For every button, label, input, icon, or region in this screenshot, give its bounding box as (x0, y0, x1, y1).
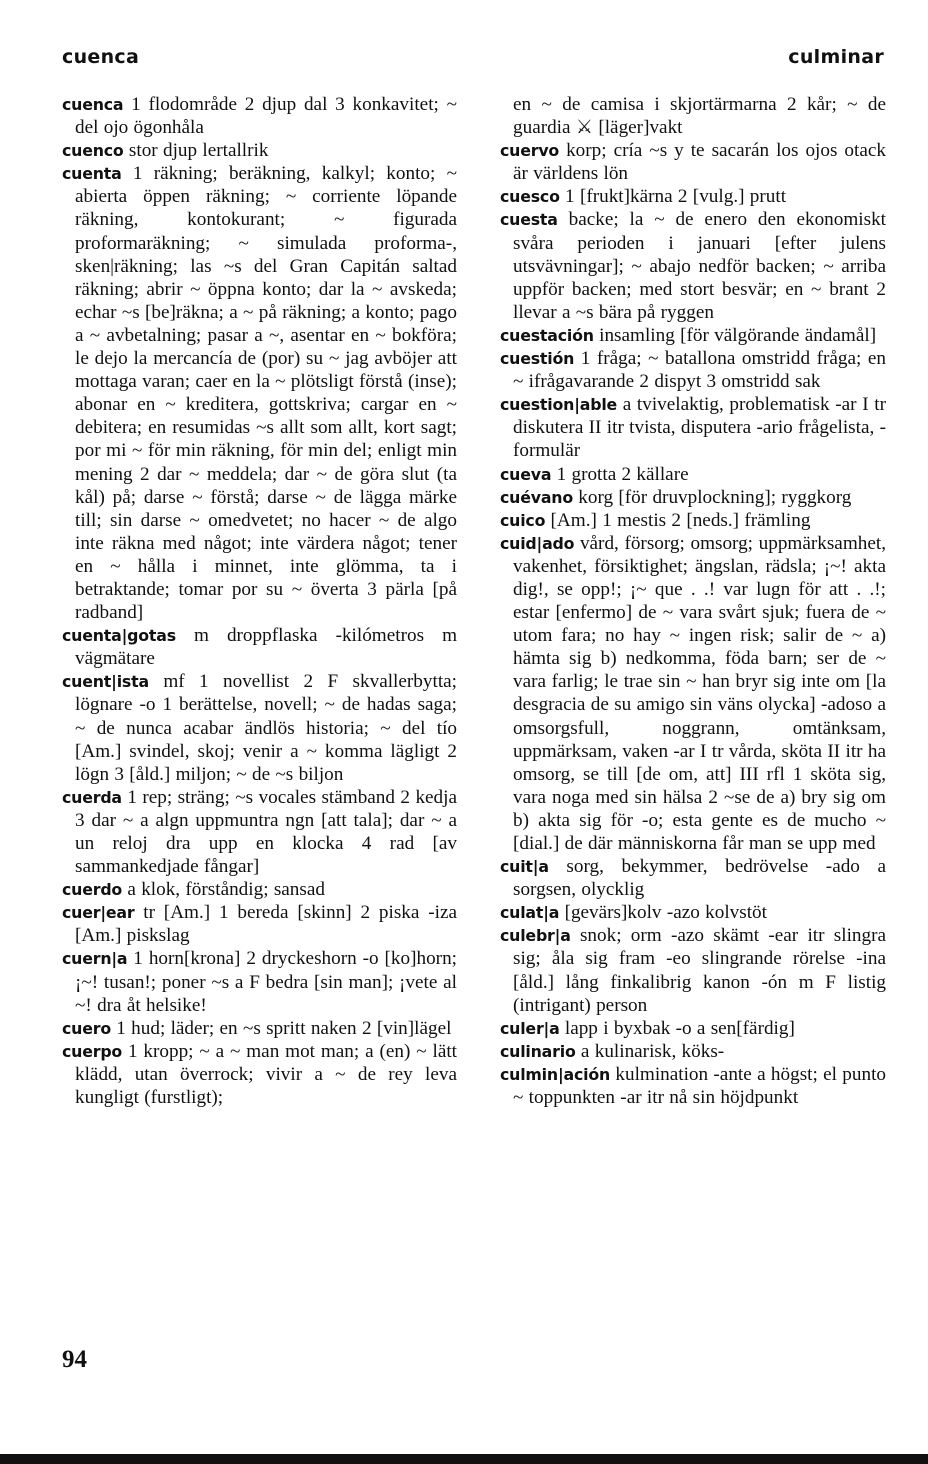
headword: cuenca (62, 95, 124, 114)
dictionary-entry (500, 532, 886, 855)
headword: culat|a (500, 903, 560, 923)
scan-edge-bar (0, 1454, 928, 1464)
dictionary-entry (500, 1040, 886, 1063)
headword: cuern|a (62, 949, 128, 969)
definition: 1 horn[krona] 2 dryckeshorn -o [ko]horn; ¡~! tusan!; poner ~s a F bedra [sin man]; ¡vete al ~! dra åt helsike! (75, 948, 457, 1016)
headword: cuévano (500, 487, 573, 507)
headword: cuer|ear (62, 903, 135, 923)
headword: cuerpo (62, 1041, 123, 1061)
page-number: 94 (62, 1346, 87, 1373)
definition: 1 flodområde 2 djup dal 3 konkavitet; ~ del ojo ögonhåla (75, 94, 457, 139)
headword: cuit|a (500, 857, 549, 877)
dictionary-entry (62, 947, 457, 1016)
headword: culer|a (500, 1018, 560, 1038)
headword: cuestión (500, 349, 575, 369)
headword: cuid|ado (500, 533, 575, 553)
definition: korp; cría ~s y te sacarán los ojos otack är världens lön (513, 140, 886, 185)
dictionary-entry (62, 670, 457, 785)
definition: 1 fråga; ~ batallona omstridd fråga; en ~ ifrågavarande 2 dispyt 3 omstridd sak (513, 348, 886, 393)
dictionary-entry (62, 1017, 457, 1040)
definition: stor djup lertallrik (123, 140, 269, 162)
dictionary-entry (500, 924, 886, 1016)
headword: cuerdo (62, 880, 123, 900)
definition: insamling [för välgörande ändamål] (593, 324, 877, 346)
dictionary-entry (500, 393, 886, 462)
dictionary-entry (500, 324, 886, 347)
definition: tr [Am.] 1 bereda [skinn] 2 piska -iza [Am.] piskslag (75, 902, 457, 947)
dictionary-entry (500, 855, 886, 901)
headword: cuico (500, 510, 546, 530)
headword: cuestación (500, 325, 594, 345)
headword: cuenta (62, 164, 122, 184)
definition: en ~ de camisa i skjortärmarna 2 kår; ~ de guardia ⚔ [läger]vakt (513, 94, 886, 139)
right-guide-word: culminar (788, 46, 884, 68)
dictionary-entry (500, 347, 886, 393)
headword: cuero (62, 1018, 111, 1038)
headword: cuerda (62, 787, 122, 807)
headword: cuent|ista (62, 672, 149, 692)
definition: kulmination -ante a högst; el punto ~ toppunkten -ar itr nå sin höjdpunkt (513, 1063, 886, 1109)
definition: backe; la ~ de enero den ekonomiskt svåra perioden i januari [efter julens utsvävningar]; ~ abajo nedför backen; ~ arriba uppför backen; med stort besvär; en ~ brant 2 llevar a ~s bära på ryggen (513, 209, 886, 323)
right-column (500, 93, 886, 1109)
definition: a kulinarisk, köks- (575, 1040, 725, 1062)
dictionary-entry (500, 486, 886, 509)
definition: 1 [frukt]kärna 2 [vulg.] prutt (559, 186, 787, 208)
definition: 1 hud; läder; en ~s spritt naken 2 [vin]lägel (110, 1017, 452, 1039)
dictionary-entry (500, 185, 886, 208)
headword: culmin|ación (500, 1064, 611, 1084)
dictionary-entry (62, 139, 457, 162)
definition: 1 rep; sträng; ~s vocales stämband 2 kedja 3 dar ~ a algn uppmuntra ngn [att tala]; dar ~ a un reloj dra upp en klocka 4 rad [av sammankedjade fångar] (75, 786, 457, 878)
definition: m droppflaska -kilómetros m vägmätare (75, 625, 457, 670)
dictionary-entry (62, 624, 457, 670)
definition: mf 1 novellist 2 F skvallerbytta; lögnare -o 1 berättelse, novell; ~ de hadas saga; ~ de nunca acabar ändlös historia; ~ del tío [Am.] svindel, skoj; venir a ~ komma lägligt 2 lögn 3 [åld.] miljon; ~ de ~s biljon (75, 671, 457, 785)
definition: a klok, förståndig; sansad (122, 879, 325, 901)
headword: culinario (500, 1041, 576, 1061)
left-column (62, 93, 457, 1109)
headword: cuenta|gotas (62, 626, 176, 646)
definition: [gevärs]kolv -azo kolvstöt (559, 902, 767, 924)
dictionary-entry (62, 786, 457, 878)
definition: snok; orm -azo skämt -ear itr slingra sig; åla sig fram -eo slingrande rörelse -ina [åld.] lång finkalibrig kanon -ón m F listig (intrigant) person (513, 925, 886, 1016)
definition: lapp i byxbak -o a sen[färdig] (559, 1017, 795, 1039)
definition: a tvivelaktig, problematisk -ar I tr diskutera II itr tvista, disputera -ario frågelista, -formulär (513, 394, 886, 462)
headword: cuervo (500, 141, 560, 161)
dictionary-entry (62, 162, 457, 624)
dictionary-entry (62, 901, 457, 947)
definition: vård, försorg; omsorg; uppmärksamhet, vakenhet, försiktighet; ängslan, rädsla; ¡~! akta dig!, se opp!; ¡~ que . .! var lugn för att . .!; estar [enfermo] de ~ vara svårt sjuk; fuera de ~ utom fara; no hay ~ ingen risk; salir de ~ a) hämta sig b) nedkomma, föda barn; ser de ~ vara farlig; le trae sin ~ han bryr sig inte om [la desgracia de su amigo sin väns olycka] -adoso a omsorgsfull, noggrann, omtänksam, uppmärksam, vaken -ar I tr vårda, sköta II itr ha omsorg, se till [de om, att] III rfl 1 sköta sig, vara noga med sin hälsa 2 ~se de a) bry sig om b) akta sig för -o; esta gente es de mucho ~ [dial.] de där människorna får man se upp med (513, 532, 886, 854)
definition: [Am.] 1 mestis 2 [neds.] främling (545, 509, 811, 531)
headword: culebr|a (500, 926, 571, 946)
definition: 1 kropp; ~ a ~ man mot man; a (en) ~ lätt klädd, utan överrock; vivir a ~ de rey leva kungligt (furstligt); (75, 1040, 457, 1109)
dictionary-entry (500, 463, 886, 486)
definition: 1 räkning; beräkning, kalkyl; konto; ~ abierta öppen räkning; ~ corriente löpande räkning, kontokurant; ~ figurada proformaräkning; ~ simulada proforma-, sken|räkning; las ~s del Gran Capitán saltad räkning; abrir ~ öppna konto; dar la ~ avskeda; echar ~s [be]räkna; a ~ på räkning; a konto; pago a ~ avbetalning; pasar a ~, asentar en ~ bokföra; le dejo la mercancía de (por) su ~ jag avböjer att mottaga varan; caer en la ~ plötsligt förstå (inse); abonar en ~ kreditera, gottskriva; cargar en ~ debitera; en resumidas ~s allt som allt, kort sagt; por mi ~ för min räkning, för min del; enligt min mening 2 dar ~ meddela; dar ~ de göra slut (ta kål) på; darse ~ förstå; darse ~ de lägga märke till; sin darse ~ omedvetet; no hacer ~ de algo inte räkna med något; inte värdera något; tener en ~ hålla i minnet, inte glömma, ta i betraktande; tomar por su ~ överta 3 pärla [på radband] (75, 163, 458, 624)
dictionary-entry (62, 1040, 457, 1109)
dictionary-entry (500, 1063, 886, 1109)
dictionary-entry-continued (500, 93, 886, 139)
definition: sorg, bekymmer, bedrövelse -ado a sorgsen, olycklig (513, 856, 886, 901)
dictionary-entry (500, 139, 886, 185)
dictionary-entry (500, 1017, 886, 1040)
dictionary-entry (62, 93, 457, 139)
headword: cuesco (500, 187, 560, 207)
dictionary-entry (62, 878, 457, 901)
definition: 1 grotta 2 källare (551, 463, 689, 485)
dictionary-entry (500, 208, 886, 323)
headword: cuestion|able (500, 395, 618, 415)
definition: korg [för druvplockning]; ryggkorg (572, 486, 852, 508)
headword: cueva (500, 464, 552, 484)
dictionary-entry (500, 509, 886, 532)
headword: cuesta (500, 210, 558, 230)
dictionary-entry (500, 901, 886, 924)
left-guide-word: cuenca (62, 46, 140, 68)
headword: cuenco (62, 141, 124, 161)
